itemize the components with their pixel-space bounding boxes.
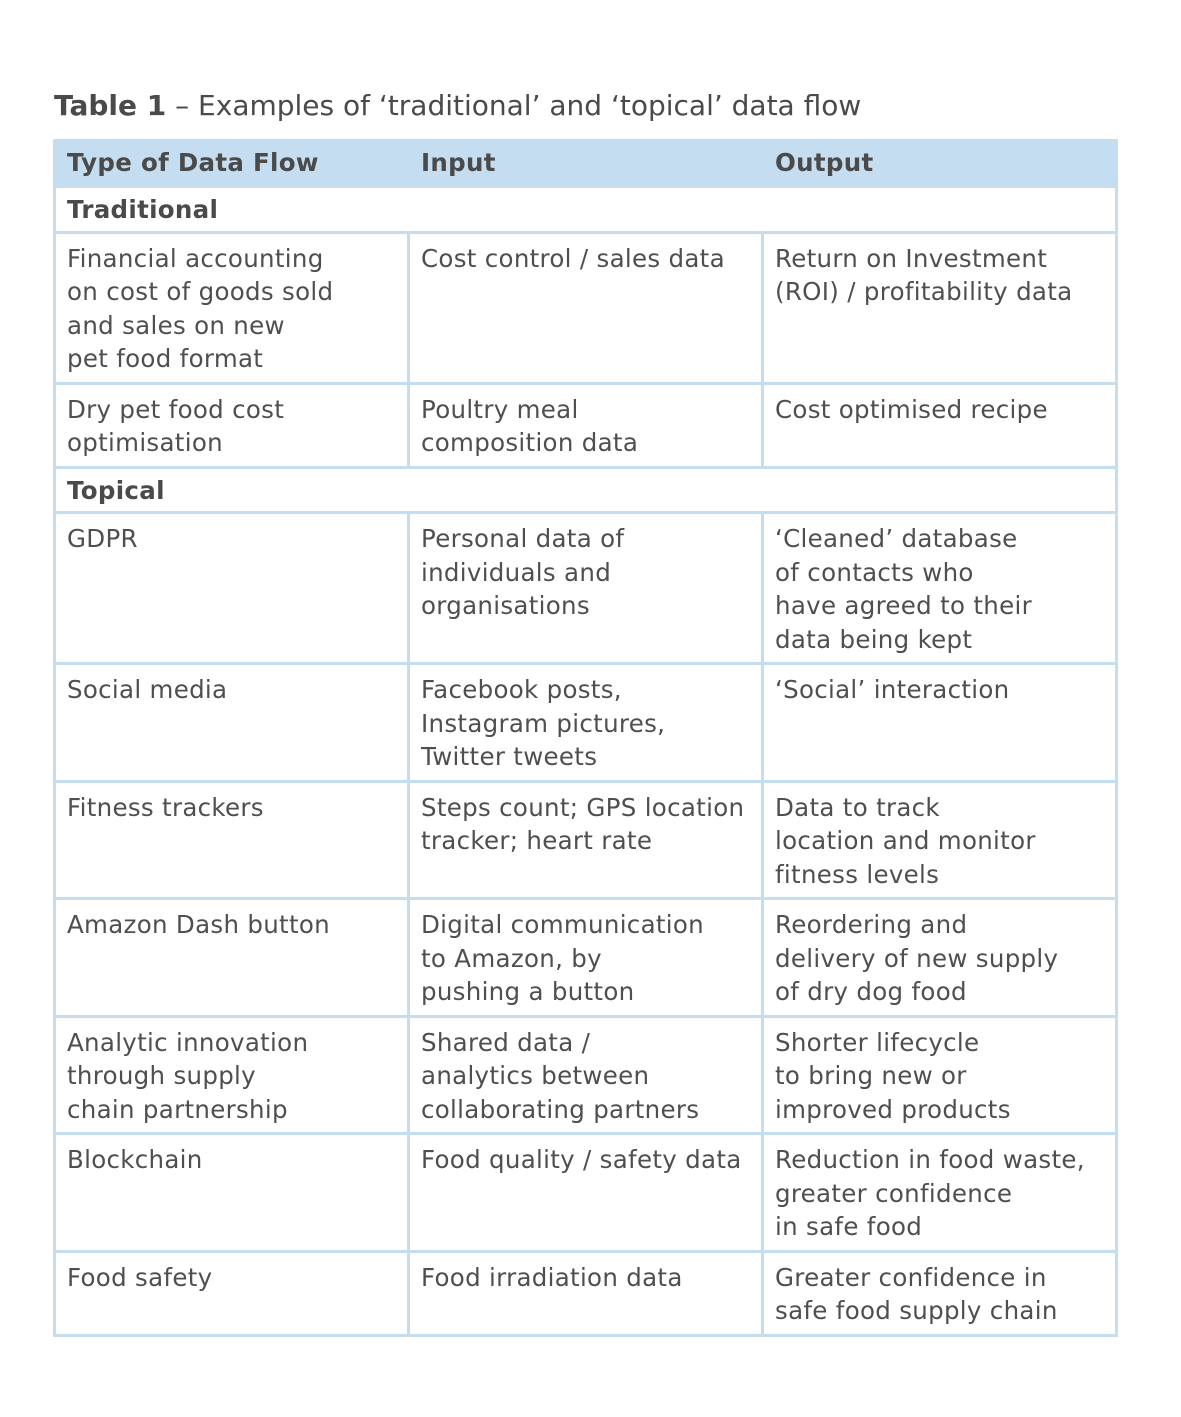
table-row (55, 664, 1117, 782)
cell-type: Social media (55, 664, 409, 782)
cell-type: Dry pet food cost optimisation (55, 383, 409, 467)
cell-output: ‘Social’ interaction (763, 664, 1117, 782)
cell-input: Personal data of individuals and organisations (409, 513, 763, 664)
cell-output: Shorter lifecycle to bring new or improved products (763, 1016, 1117, 1134)
section-title-topical: Topical (55, 467, 1117, 513)
cell-input: Poultry meal composition data (409, 383, 763, 467)
column-header-output: Output (763, 141, 1117, 187)
section-row-topical (55, 467, 1117, 513)
cell-output: ‘Cleaned’ database of contacts who have agreed to their data being kept (763, 513, 1117, 664)
cell-input: Facebook posts, Instagram pictures, Twitter tweets (409, 664, 763, 782)
cell-type: GDPR (55, 513, 409, 664)
table-caption-text: – Examples of ‘traditional’ and ‘topical’ data flow (166, 89, 862, 122)
cell-output: Data to track location and monitor fitness levels (763, 781, 1117, 899)
table-caption-label: Table 1 (54, 89, 167, 122)
cell-type: Food safety (55, 1251, 409, 1335)
table-row (55, 899, 1117, 1017)
cell-input: Cost control / sales data (409, 232, 763, 383)
table-row (55, 383, 1117, 467)
table-row (55, 781, 1117, 899)
column-header-type: Type of Data Flow (55, 141, 409, 187)
table-header-row (55, 141, 1117, 187)
cell-output: Return on Investment (ROI) / profitability data (763, 232, 1117, 383)
cell-input: Food quality / safety data (409, 1134, 763, 1252)
table-row (55, 513, 1117, 664)
table-row (55, 1251, 1117, 1335)
table-row (55, 1016, 1117, 1134)
table-caption (54, 86, 861, 126)
section-title-traditional: Traditional (55, 187, 1117, 233)
cell-output: Cost optimised recipe (763, 383, 1117, 467)
cell-input: Digital communication to Amazon, by pushing a button (409, 899, 763, 1017)
cell-output: Greater confidence in safe food supply chain (763, 1251, 1117, 1335)
column-header-input: Input (409, 141, 763, 187)
cell-output: Reduction in food waste, greater confidence in safe food (763, 1134, 1117, 1252)
cell-output: Reordering and delivery of new supply of dry dog food (763, 899, 1117, 1017)
table-row (55, 232, 1117, 383)
data-flow-table (53, 139, 1118, 1337)
section-row-traditional (55, 187, 1117, 233)
cell-input: Steps count; GPS location tracker; heart rate (409, 781, 763, 899)
cell-type: Blockchain (55, 1134, 409, 1252)
table-row (55, 1134, 1117, 1252)
cell-input: Food irradiation data (409, 1251, 763, 1335)
cell-input: Shared data / analytics between collaborating partners (409, 1016, 763, 1134)
cell-type: Fitness trackers (55, 781, 409, 899)
cell-type: Amazon Dash button (55, 899, 409, 1017)
cell-type: Analytic innovation through supply chain partnership (55, 1016, 409, 1134)
cell-type: Financial accounting on cost of goods sold and sales on new pet food format (55, 232, 409, 383)
